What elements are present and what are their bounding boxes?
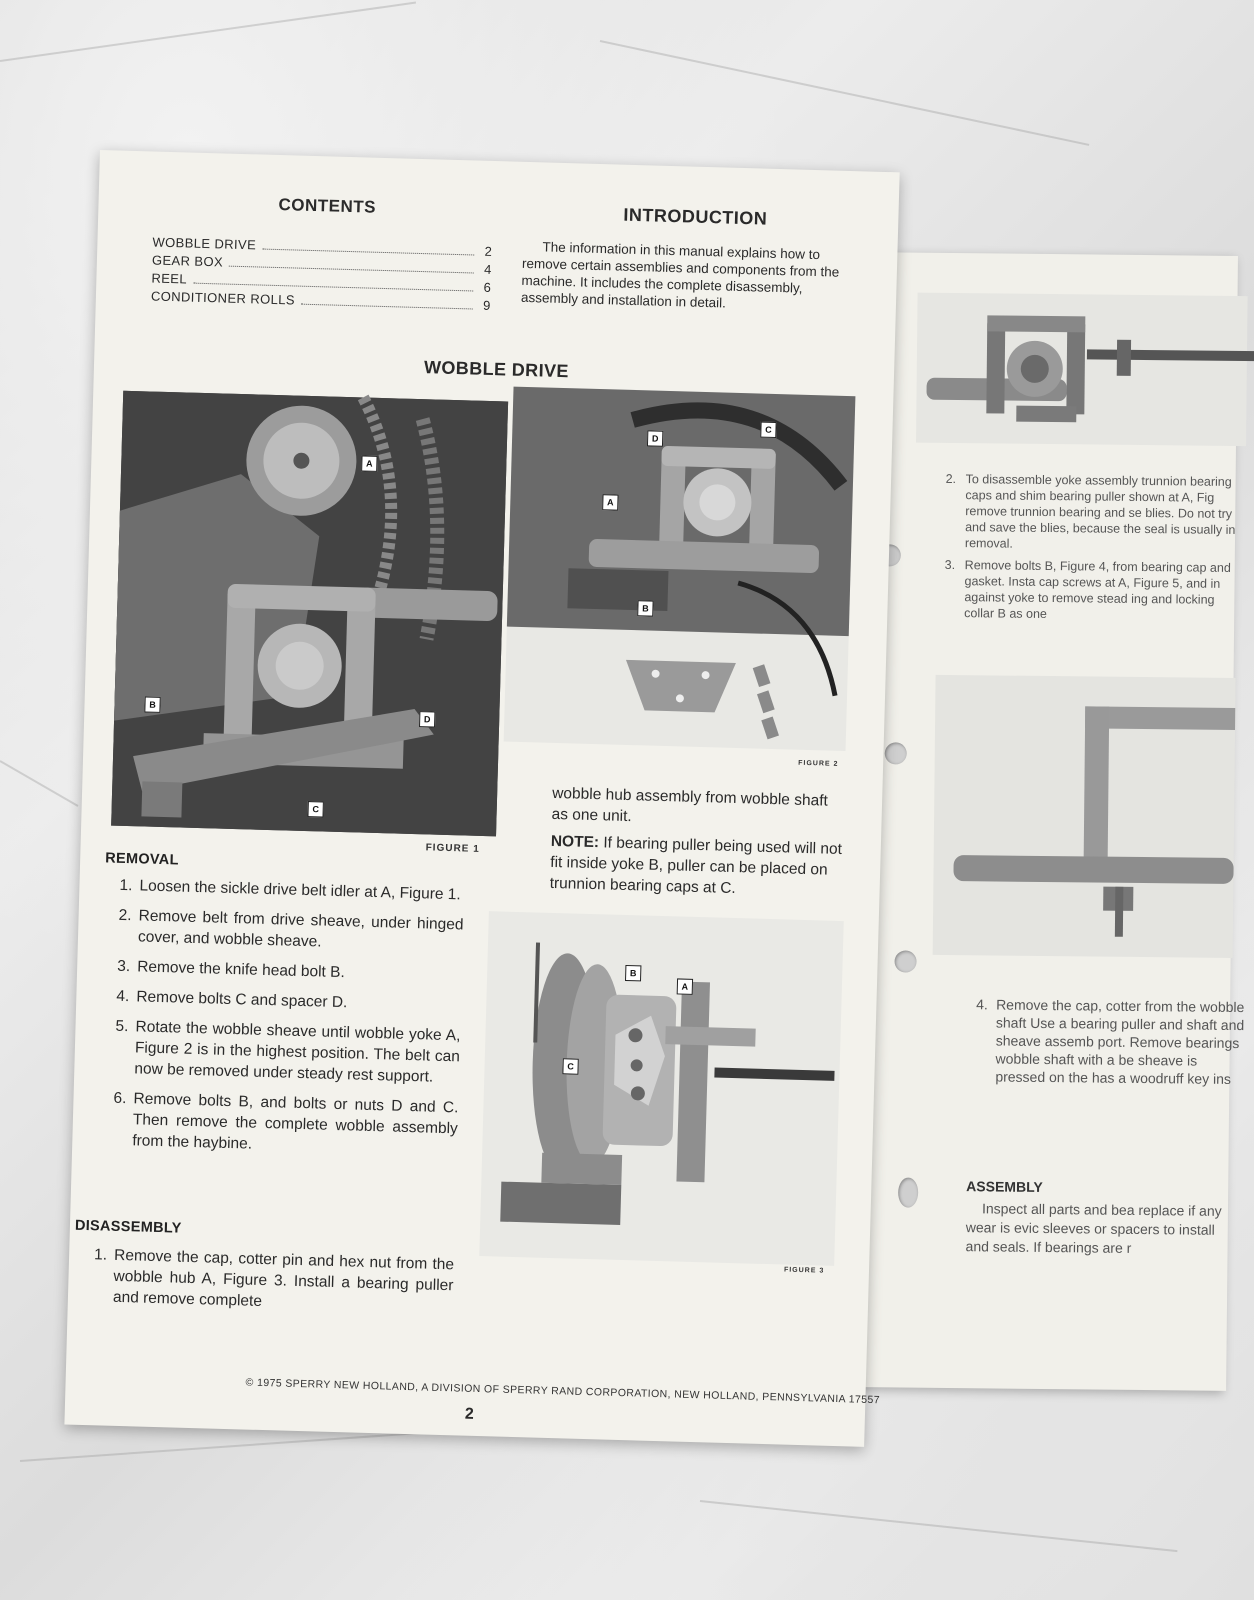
list-item [93, 1244, 455, 1317]
marble-vein [700, 1500, 1178, 1552]
list-item [114, 1016, 461, 1089]
introduction-text: The information in this manual explains how to remove certain assemblies and components from the machine. It includes the complete disassembly, assembly and installation in detail. [520, 239, 840, 311]
step-text: Remove the cap, cotter from the wobble shaft Use a bearing puller and shaft and sheave assemb port. Remove bearings wobble shaft with a be sheave is pressed on the has a woodruff key ins [995, 996, 1245, 1087]
removal-steps [112, 875, 465, 1170]
section-title: WOBBLE DRIVE [423, 357, 570, 382]
toc-leader [301, 304, 473, 310]
binder-hole [894, 950, 916, 972]
contents-heading: CONTENTS [278, 195, 377, 217]
step-number: 3. [116, 957, 131, 976]
step-number: 5. [115, 1017, 129, 1036]
step-text: Remove the cap, cotter pin and hex nut from the wobble hub A, Figure 3. Install a bearing puller and remove complete [112, 1246, 455, 1310]
disassembly-heading: DISASSEMBLY [74, 1217, 182, 1237]
step-number: 1. [119, 876, 133, 895]
toc-item-label: CONDITIONER ROLLS [150, 288, 296, 308]
step-text: Remove the knife head bolt B. [136, 958, 346, 982]
list-item [119, 875, 464, 906]
toc-item-label: WOBBLE DRIVE [152, 234, 257, 253]
disassembly-steps [92, 1244, 454, 1326]
note-block [549, 831, 846, 902]
callout-label: A [602, 494, 618, 510]
page-number: 2 [464, 1405, 474, 1423]
step-number: 6. [113, 1089, 127, 1108]
wobble-hub-illustration [479, 911, 843, 1266]
callout-label: D [647, 430, 663, 446]
callout-label: C [760, 422, 776, 438]
callout-label: B [637, 600, 653, 616]
figure-3-caption: FIGURE 3 [783, 1266, 825, 1275]
figure-1-caption: FIGURE 1 [425, 842, 480, 855]
step-number: 4. [976, 996, 988, 1013]
callout-label: A [361, 455, 377, 471]
toc-item-page: 2 [484, 243, 493, 259]
note-text: If bearing puller being used will not fit inside yoke B, puller can be placed on trunnion bearing caps at C. [549, 834, 843, 898]
toc-item-page: 6 [483, 279, 492, 295]
step-text: To disassemble yoke assembly trunnion bearing caps and shim bearing puller shown at A, Fig remove trunnion bearing and se blies. Do not try and save the blies, because the seal is usually in removal. [964, 472, 1236, 551]
step-text: Rotate the wobble sheave until wobble yoke A, Figure 2 is in the highest position. The belt can now be removed under steady rest support. [134, 1018, 461, 1086]
callout-label: C [562, 1058, 578, 1074]
wobble-drive-machinery-illustration [111, 391, 508, 837]
callout-label: B [625, 965, 641, 981]
step-text: Remove belt from drive sheave, under hinged cover, and wobble sheave. [137, 907, 464, 951]
figure-2-photo [504, 387, 856, 751]
list-item [112, 1088, 459, 1161]
toc-item-page: 9 [482, 297, 492, 313]
callout-label: D [419, 711, 435, 727]
figure-2-caption: FIGURE 2 [798, 759, 839, 768]
removal-heading: REMOVAL [104, 850, 179, 869]
list-item [945, 471, 1246, 554]
yoke-illustration [933, 675, 1236, 958]
list-item [975, 995, 1246, 1088]
figure-4-photo [916, 293, 1248, 446]
list-item [116, 986, 461, 1017]
left-page [64, 150, 899, 1447]
wobble-yoke-illustration [504, 387, 856, 751]
right-steps-mid [975, 995, 1246, 1097]
step-number: 1. [93, 1246, 108, 1264]
introduction-heading: INTRODUCTION [623, 204, 768, 229]
right-page [846, 252, 1245, 1391]
list-item [944, 557, 1245, 624]
step-number: 2. [118, 906, 132, 925]
marble-vein [0, 2, 416, 62]
callout-label: A [677, 978, 693, 994]
figure-1-photo [111, 391, 508, 837]
toc-leader [262, 249, 474, 256]
continued-text: wobble hub assembly from wobble shaft as one unit. [551, 784, 829, 826]
callout-label: B [144, 696, 160, 712]
step-text: Remove bolts C and spacer D. [136, 988, 348, 1012]
binder-hole [885, 742, 907, 764]
right-steps-top [944, 471, 1246, 633]
figure-5-photo [933, 675, 1236, 958]
list-item [117, 956, 462, 987]
list-item [118, 905, 464, 957]
note-label: NOTE: [550, 832, 600, 852]
toc-item-label: REEL [151, 270, 188, 287]
step-text: Remove bolts B, Figure 4, from bearing cap and gasket. Insta cap screws at A, Figure 5, and in against yoke to remove stead ing and locking collar B as one [964, 558, 1231, 621]
step-text: Loosen the sickle drive belt idler at A, Figure 1. [139, 877, 461, 904]
table-of-contents [151, 234, 493, 315]
yoke-puller-illustration [916, 293, 1248, 446]
assembly-heading: ASSEMBLY [966, 1178, 1043, 1195]
marble-vein [0, 760, 78, 807]
assembly-text: Inspect all parts and bea replace if any wear is evic sleeves or spacers to install and seals. If bearings are r [965, 1200, 1222, 1256]
binder-hole [898, 1177, 918, 1207]
marble-vein [600, 40, 1089, 146]
step-number: 2. [945, 471, 957, 487]
toc-item-label: GEAR BOX [151, 252, 224, 270]
copyright-footer: © 1975 SPERRY NEW HOLLAND, A DIVISION OF SPERRY RAND CORPORATION, NEW HOLLAND, PENNSYLVANIA 17557 [245, 1376, 881, 1407]
toc-item-page: 4 [483, 261, 493, 277]
step-text: Remove bolts B, and bolts or nuts D and C. Then remove the complete wobble assembly from the haybine. [132, 1090, 459, 1153]
figure-3-photo [479, 911, 843, 1266]
callout-label: C [307, 801, 323, 817]
step-number: 4. [116, 987, 130, 1006]
step-number: 3. [944, 557, 956, 573]
